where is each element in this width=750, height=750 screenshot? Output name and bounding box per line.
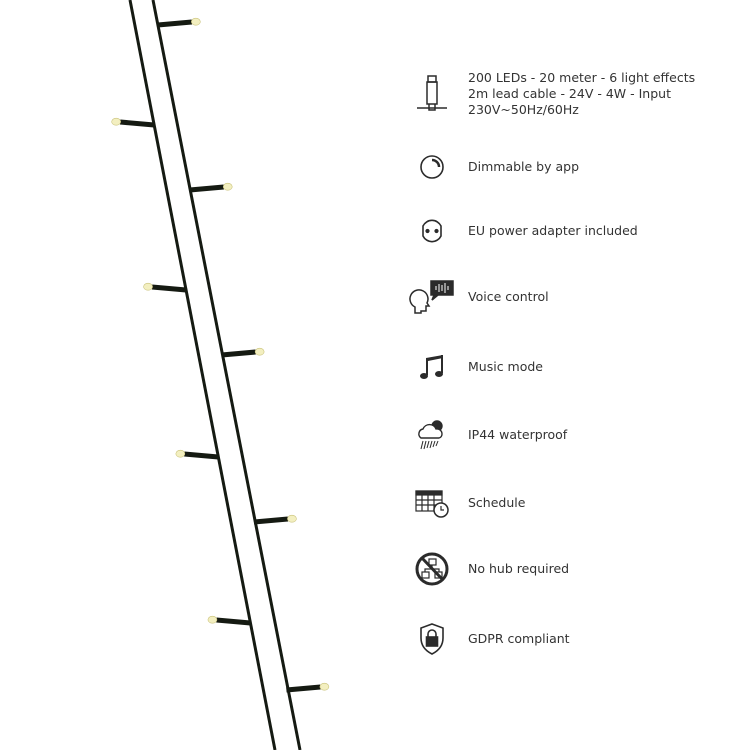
- feature-label: Voice control: [468, 289, 549, 304]
- feature-label: Dimmable by app: [468, 159, 580, 174]
- calendar-clock-icon: [400, 483, 464, 523]
- feature-voice-control: [400, 277, 740, 317]
- led-bulb: [222, 348, 265, 355]
- spec-line-1: 200 LEDs - 20 meter - 6 light effects: [468, 70, 696, 85]
- spec-line-3: 230V~50Hz/60Hz: [468, 102, 579, 117]
- feature-no-hub: [400, 549, 740, 589]
- led-bulb: [112, 118, 155, 125]
- led-bulb: [190, 183, 233, 190]
- feature-label: Music mode: [468, 359, 543, 374]
- spec-line-2: 2m lead cable - 24V - 4W - Input: [468, 86, 671, 101]
- feature-gdpr: [400, 619, 740, 659]
- feature-label: No hub required: [468, 561, 570, 576]
- shield-lock-icon: [400, 619, 464, 659]
- led-bulb: [144, 283, 187, 290]
- feature-label: IP44 waterproof: [468, 427, 568, 442]
- led-bulb: [254, 515, 297, 522]
- no-hub-icon: [400, 549, 464, 589]
- voice-control-icon: [400, 277, 464, 317]
- feature-eu-adapter: [400, 211, 740, 251]
- led-string-icon: [400, 74, 464, 114]
- feature-label: EU power adapter included: [468, 223, 638, 238]
- music-note-icon: [400, 347, 464, 387]
- feature-label: Schedule: [468, 495, 526, 510]
- rain-cloud-icon: [400, 415, 464, 455]
- led-bulb: [158, 18, 201, 25]
- led-bulb: [286, 683, 329, 690]
- feature-specs: [400, 70, 740, 118]
- eu-plug-icon: [400, 211, 464, 251]
- feature-music-mode: [400, 347, 740, 387]
- feature-label: GDPR compliant: [468, 631, 570, 646]
- led-bulb: [208, 616, 251, 623]
- feature-waterproof: [400, 415, 740, 455]
- feature-schedule: [400, 483, 740, 523]
- feature-dimmable: [400, 147, 740, 187]
- led-bulb: [176, 450, 219, 457]
- dimmer-icon: [400, 147, 464, 187]
